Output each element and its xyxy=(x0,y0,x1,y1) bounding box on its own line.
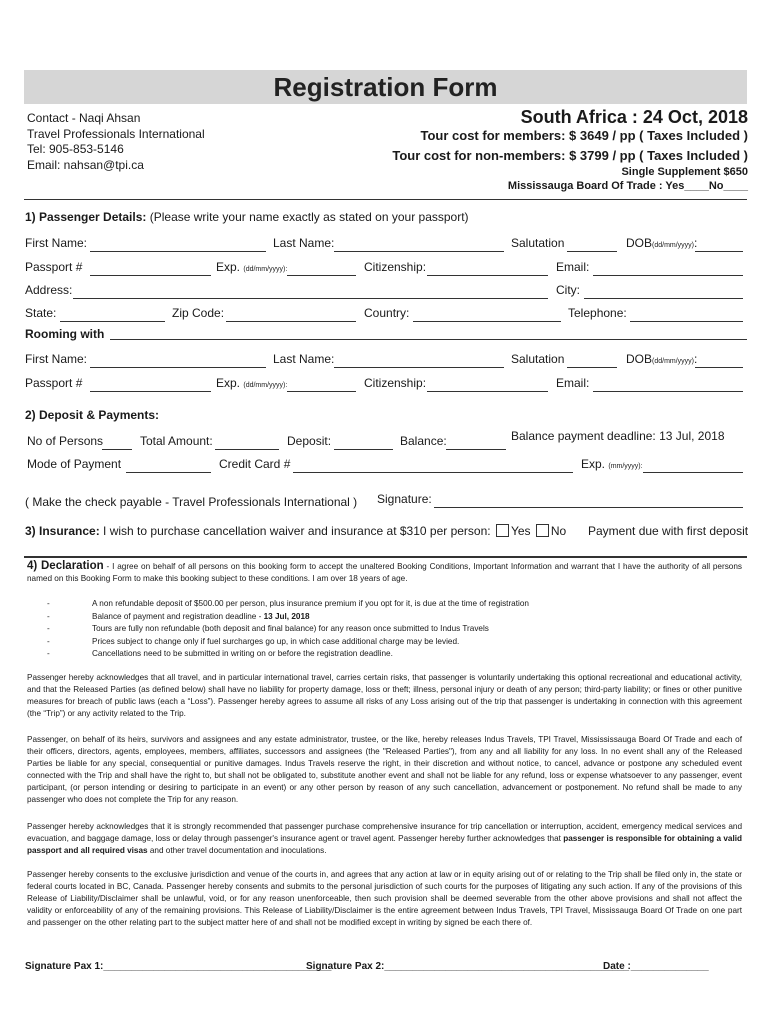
exp-text: Exp. xyxy=(216,260,241,274)
cost-members: Tour cost for members: $ 3649 / pp ( Taxes Included ) xyxy=(420,128,748,143)
declaration-paragraph-4: Passenger hereby consents to the exclusive jurisdiction and venue of the courts in, and agrees that any action at law or in equity arising out of or relating to the Trip shall be filed only in, the state or federal courts located in BC, Canada. Passenger hereby consents and submits to the personal jurisdiction of such courts for the purposes of litigating any such action. If any of the provisions of this Release of Liability/Disclaimer shall be unlawful, void, or for any reason unenforceable, then such provision shall be deemed severable from the other above provisions and shall not affect the validity or enforceability of any of the remaining provisions. This Release of Liability/Disclaimer is the entire agreement between Indus Travels, TPI Travel, Mississauga Board Of Trade on one part and passenger on the other relating part to the subject matter here of and shall not be modified except in writing by signed be each there of. xyxy=(27,870,742,927)
exp-field-2[interactable] xyxy=(287,391,356,392)
card-exp-text: Exp. xyxy=(581,457,606,471)
signature-pax-2[interactable]: Signature Pax 2:____________________________________________ xyxy=(306,961,630,972)
bullet-mark: - xyxy=(47,624,50,633)
balance-field[interactable] xyxy=(446,449,506,450)
last-name-field[interactable] xyxy=(334,251,504,252)
insurance-no-label: No xyxy=(550,524,567,538)
page-title: Registration Form xyxy=(273,72,498,102)
signature-date[interactable]: Date :______________ xyxy=(603,961,709,972)
declaration-paragraph-2: Passenger, on behalf of its heirs, survivors and assignees and any estate administrator, trustee, or the like, hereby releases Indus Travels, TPI Travel, Missississauga Board Of Trade and each of their officers, directors, agents, employees, members, affiliates, successors and assignees (the "Released Parties"), from any and all liability for any loss. In no event shall any of the Released Parties be liable for any special, consequential or punitive damages. Indus Travels reserve the right, in their discretion and without notice, to cancel, advance or postpone any scheduled event connected with the Trip and shall have the right to, but shall not be obligated to, substitute another event and shall not be liable for any refund, loss or expense whatsoever to any passenger, event participant, (or person intending or desiring to participate in an event) or any other person by reason of any such cancellation, advancement or postponement. No refund shall be made to any passenger who does not complete the Trip for any reason. xyxy=(27,735,742,804)
mode-label: Mode of Payment xyxy=(27,457,122,471)
deposit-heading: 2) Deposit & Payments: xyxy=(25,408,160,422)
contact-name: Contact - Naqi Ahsan xyxy=(27,111,141,125)
trip-title: South Africa : 24 Oct, 2018 xyxy=(520,107,748,127)
zip-field[interactable] xyxy=(226,321,356,322)
total-label: Total Amount: xyxy=(140,434,213,448)
declaration-intro-a: - I agree on behalf of all persons on this booking form to accept the unaltered Booking Conditions, Important Information and warrant that I have the xyxy=(103,562,655,571)
board-of-trade: Mississauga Board Of Trade : Yes____No____ xyxy=(507,180,748,192)
persons-label: No of Persons xyxy=(27,434,104,448)
deposit-label: Deposit: xyxy=(287,434,332,448)
address-label: Address: xyxy=(25,283,73,297)
deadline-date: 13 Jul, 2018 xyxy=(263,611,310,621)
bullet-text: A non refundable deposit of $500.00 per person, plus insurance premium if you opt for it, is due at the time of registration xyxy=(92,599,529,608)
deposit-signature-label: Signature: xyxy=(377,492,432,506)
p3-text-a: Passenger hereby acknowledges that it is strongly recommended that passenger purchase comprehensive insurance for trip cancellation or interruption, accident, emergency medical services and evacuation, and baggage damage, loss or delay through passenger's insurance agent or travel agent. Passenger hereby further acknowledges that xyxy=(27,822,742,843)
address-field[interactable] xyxy=(73,298,548,299)
country-label: Country: xyxy=(364,306,410,320)
first-name-field[interactable] xyxy=(90,251,266,252)
exp-format: (dd/mm/yyyy): xyxy=(243,266,288,273)
deposit-signature-field[interactable] xyxy=(434,507,743,508)
list-item xyxy=(47,636,727,649)
salutation-field[interactable] xyxy=(567,251,617,252)
exp-format-2: (dd/mm/yyyy): xyxy=(243,382,288,389)
insurance-due: Payment due with first deposit xyxy=(588,524,749,538)
list-item xyxy=(47,598,727,611)
balance-deadline: Balance payment deadline: 13 Jul, 2018 xyxy=(511,429,725,443)
contact-email: Email: nahsan@tpi.ca xyxy=(27,157,144,172)
city-field[interactable] xyxy=(584,298,743,299)
insurance-yes-checkbox[interactable] xyxy=(496,524,509,537)
exp-text-2: Exp. xyxy=(216,376,241,390)
credit-card-label: Credit Card # xyxy=(219,457,291,471)
telephone-label: Telephone: xyxy=(568,306,627,320)
card-exp-format: (mm/yyyy): xyxy=(608,463,643,470)
list-item xyxy=(47,623,727,636)
first-name-field-2[interactable] xyxy=(90,367,266,368)
balance-label: Balance: xyxy=(400,434,447,448)
exp-label-2 xyxy=(216,376,287,390)
mode-field[interactable] xyxy=(126,472,211,473)
passport-label: Passport # xyxy=(25,260,83,274)
passport-field-2[interactable] xyxy=(90,391,211,392)
insurance-text: I wish to purchase cancellation waiver and insurance at $310 per person: xyxy=(103,524,491,538)
dob-label xyxy=(626,236,697,250)
insurance-row xyxy=(25,524,566,538)
cheque-note: ( Make the check payable - Travel Professionals International ) xyxy=(25,495,358,509)
dob-colon: : xyxy=(694,236,698,250)
signature-pax-1[interactable]: Signature Pax 1:_________________________________________ xyxy=(25,961,332,972)
passenger-heading: 1) Passenger Details: xyxy=(25,210,147,224)
declaration-intro xyxy=(27,560,742,585)
persons-field[interactable] xyxy=(102,449,132,450)
declaration-paragraph-3 xyxy=(27,821,742,857)
bullet-text: Tours are fully non refundable (both deposit and final balance) for any reason once submitted to Indus Travels xyxy=(92,624,489,633)
bullet-mark: - xyxy=(47,649,50,658)
salutation-label: Salutation xyxy=(511,236,565,250)
insurance-yes-label: Yes xyxy=(510,524,531,538)
bullet-mark: - xyxy=(47,636,50,646)
email-field-2[interactable] xyxy=(593,391,743,392)
citizenship-field-2[interactable] xyxy=(427,391,548,392)
dob-label-2 xyxy=(626,352,697,366)
last-name-label: Last Name: xyxy=(273,236,335,250)
insurance-heading: 3) Insurance: xyxy=(25,524,100,538)
state-label: State: xyxy=(25,306,57,320)
rooming-label: Rooming with xyxy=(25,327,105,341)
first-name-label-2: First Name: xyxy=(25,352,88,366)
city-label: City: xyxy=(556,283,580,297)
deposit-field[interactable] xyxy=(334,449,393,450)
declaration-paragraph-1: Passenger hereby acknowledges that all travel, and in particular international travel, carries certain risks, that passenger is voluntarily undertaking this optional recreational and educational activity, and that the Released Parties (as defined below) shall have no liability for property damage, loss or theft; illness, personal injury or death of any person; third-party liability; or fines or other punitive measures for breach of public laws (each a “Loss”). Passenger hereby agrees to assume all risks of any Loss arising out of the trip that passenger is undertaking in connection with this agreement (the “Trip”) or any activity related to the Trip. xyxy=(27,673,742,718)
declaration-heading: 4) Declaration xyxy=(27,560,104,572)
bullet-text: Cancellations need to be submitted in writing on or before the registration deadline. xyxy=(92,649,393,658)
passenger-section-heading xyxy=(25,210,469,224)
citizenship-label: Citizenship: xyxy=(364,260,427,274)
deadline-text: Balance of payment and registration deadline - xyxy=(92,611,264,621)
passport-label-2: Passport # xyxy=(25,376,83,390)
contact-company: Travel Professionals International xyxy=(27,126,205,141)
state-field[interactable] xyxy=(60,321,165,322)
contact-block xyxy=(27,111,205,173)
salutation-label-2: Salutation xyxy=(511,352,565,366)
last-name-label-2: Last Name: xyxy=(273,352,335,366)
email-label: Email: xyxy=(556,260,590,274)
list-item xyxy=(47,611,727,624)
telephone-field[interactable] xyxy=(630,321,743,322)
email-field[interactable] xyxy=(593,275,743,276)
declaration-intro-b: authority of all persons named on this Booking Form to make this booking subject to these conditions. I am over 18 years of age. xyxy=(27,562,743,583)
first-name-label: First Name: xyxy=(25,236,88,250)
p3-text-c: and other travel documentation and inoculations. xyxy=(147,846,327,855)
cost-non-members: Tour cost for non-members: $ 3799 / pp ( Taxes Included ) xyxy=(392,148,748,163)
rooming-field[interactable] xyxy=(110,339,747,340)
bullet-text: Prices subject to change only if fuel surcharges go up, in which case additional charge may be levied. xyxy=(92,636,460,646)
p3-text-bold: passenger is responsible for obtaining a valid passport and all required visas xyxy=(27,834,742,855)
total-field[interactable] xyxy=(215,449,279,450)
divider xyxy=(24,199,747,200)
card-exp-field[interactable] xyxy=(643,472,743,473)
exp-label xyxy=(216,260,287,274)
passenger-note: (Please write your name exactly as stated on your passport) xyxy=(149,210,469,224)
citizenship-label-2: Citizenship: xyxy=(364,376,427,390)
salutation-field-2[interactable] xyxy=(567,367,617,368)
bullet-mark: - xyxy=(47,611,50,621)
list-item xyxy=(47,648,727,661)
last-name-field-2[interactable] xyxy=(334,367,504,368)
dob-format-2: (dd/mm/yyyy) xyxy=(652,358,695,365)
declaration-bullets xyxy=(47,598,727,661)
citizenship-field[interactable] xyxy=(427,275,548,276)
dob-format: (dd/mm/yyyy) xyxy=(652,242,695,249)
divider-declaration xyxy=(24,556,747,558)
bullet-mark: - xyxy=(47,599,50,608)
country-field[interactable] xyxy=(413,321,561,322)
email-label-2: Email: xyxy=(556,376,590,390)
dob-colon-2: : xyxy=(694,352,698,366)
dob-text: DOB xyxy=(626,236,653,250)
card-exp-label xyxy=(581,457,643,471)
exp-field[interactable] xyxy=(287,275,356,276)
insurance-no-checkbox[interactable] xyxy=(536,524,549,537)
credit-card-field[interactable] xyxy=(293,472,573,473)
passport-field[interactable] xyxy=(90,275,211,276)
zip-label: Zip Code: xyxy=(172,306,225,320)
contact-phone: Tel: 905-853-5146 xyxy=(27,142,124,156)
single-supplement: Single Supplement $650 xyxy=(621,166,748,178)
dob-field-2[interactable] xyxy=(695,367,743,368)
dob-text-2: DOB xyxy=(626,352,653,366)
dob-field[interactable] xyxy=(695,251,743,252)
